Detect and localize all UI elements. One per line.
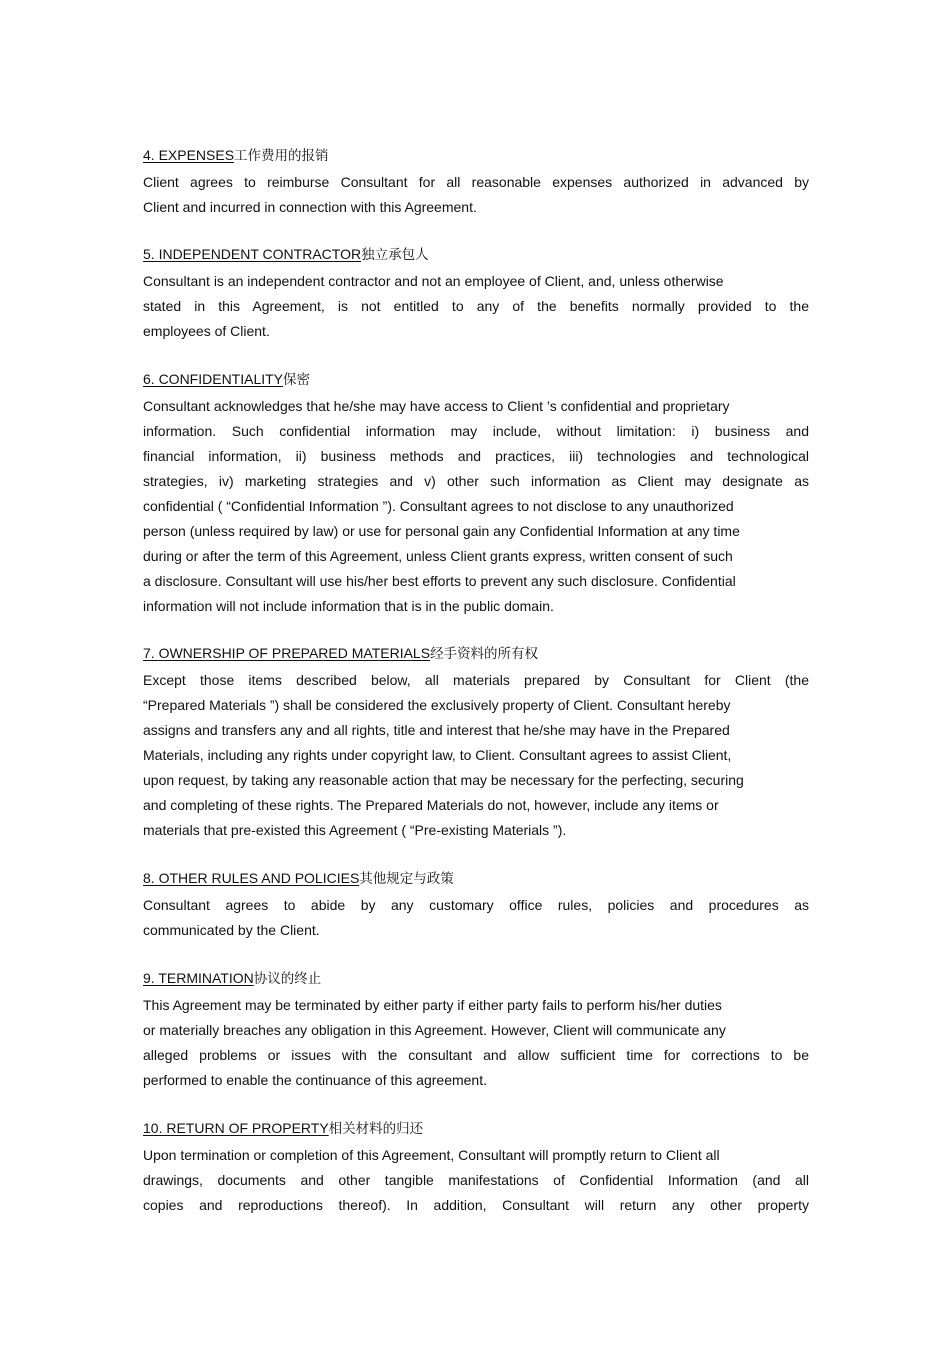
paragraph-line: communicated by the Client. xyxy=(143,922,320,938)
heading-chinese: 独立承包人 xyxy=(361,247,429,263)
section-heading xyxy=(143,369,809,389)
paragraph-line: Client agrees to reimburse Consultant for all reasonable expenses authorized in advanced by xyxy=(143,174,809,190)
section-heading xyxy=(143,868,809,888)
heading-english: 6. CONFIDENTIALITY xyxy=(143,371,284,387)
section-heading xyxy=(143,244,809,264)
heading-chinese: 保密 xyxy=(283,372,311,388)
heading-english: 4. EXPENSES xyxy=(143,147,235,163)
paragraph-line: Materials, including any rights under copyright law, to Client. Consultant agrees to assist Client, xyxy=(143,747,732,763)
section-expenses xyxy=(143,145,809,220)
paragraph-line: strategies, iv) marketing strategies and v) other such information as Client may designate as xyxy=(143,473,809,489)
paragraph-line: person (unless required by law) or use for personal gain any Confidential Information at any time xyxy=(143,523,740,539)
section-other-rules-policies xyxy=(143,868,809,943)
section-ownership-prepared-materials xyxy=(143,643,809,843)
heading-english: 9. TERMINATION xyxy=(143,970,254,986)
section-termination xyxy=(143,968,809,1093)
heading-english: 5. INDEPENDENT CONTRACTOR xyxy=(143,246,362,262)
paragraph-line: materials that pre-existed this Agreement ( “Pre-existing Materials ”). xyxy=(143,822,567,838)
section-paragraph xyxy=(143,893,809,943)
section-heading xyxy=(143,1118,809,1138)
section-paragraph xyxy=(143,170,809,220)
heading-chinese: 工作费用的报销 xyxy=(234,148,329,164)
section-heading xyxy=(143,145,809,165)
section-independent-contractor xyxy=(143,244,809,344)
paragraph-line: Client and incurred in connection with this Agreement. xyxy=(143,199,477,215)
paragraph-line: Consultant acknowledges that he/she may have access to Client ’s confidential and proprietary xyxy=(143,398,730,414)
paragraph-line: Consultant is an independent contractor and not an employee of Client, and, unless otherwise xyxy=(143,273,724,289)
paragraph-line: copies and reproductions thereof). In addition, Consultant will return any other property xyxy=(143,1197,809,1213)
paragraph-line: This Agreement may be terminated by either party if either party fails to perform his/her duties xyxy=(143,997,722,1013)
paragraph-line: alleged problems or issues with the consultant and allow sufficient time for corrections to be xyxy=(143,1047,809,1063)
paragraph-line: stated in this Agreement, is not entitled to any of the benefits normally provided to the xyxy=(143,298,809,314)
heading-chinese: 其他规定与政策 xyxy=(359,871,454,887)
paragraph-line: upon request, by taking any reasonable action that may be necessary for the perfecting, securing xyxy=(143,772,744,788)
section-heading xyxy=(143,968,809,988)
heading-chinese: 协议的终止 xyxy=(253,971,322,987)
paragraph-line: information. Such confidential information may include, without limitation: i) business and xyxy=(143,423,809,439)
heading-english: 8. OTHER RULES AND POLICIES xyxy=(143,870,360,886)
paragraph-line: “Prepared Materials ”) shall be considered the exclusively property of Client. Consultant hereby xyxy=(143,697,731,713)
paragraph-line: employees of Client. xyxy=(143,323,270,339)
paragraph-line: or materially breaches any obligation in this Agreement. However, Client will communicate any xyxy=(143,1022,726,1038)
section-paragraph xyxy=(143,269,809,344)
paragraph-line: Consultant agrees to abide by any customary office rules, policies and procedures as xyxy=(143,897,809,913)
paragraph-line: financial information, ii) business methods and practices, iii) technologies and technological xyxy=(143,448,809,464)
heading-english: 10. RETURN OF PROPERTY xyxy=(143,1120,329,1136)
paragraph-line: Upon termination or completion of this Agreement, Consultant will promptly return to Client all xyxy=(143,1147,720,1163)
paragraph-line: assigns and transfers any and all rights, title and interest that he/she may have in the Prepared xyxy=(143,722,730,738)
paragraph-line: Except those items described below, all materials prepared by Consultant for Client (the xyxy=(143,672,809,688)
heading-chinese: 经手资料的所有权 xyxy=(430,646,539,662)
paragraph-line: a disclosure. Consultant will use his/her best efforts to prevent any such disclosure. Confidential xyxy=(143,573,736,589)
section-paragraph xyxy=(143,394,809,619)
paragraph-line: drawings, documents and other tangible manifestations of Confidential Information (and all xyxy=(143,1172,809,1188)
section-paragraph xyxy=(143,993,809,1093)
paragraph-line: during or after the term of this Agreement, unless Client grants express, written consent of such xyxy=(143,548,733,564)
paragraph-line: confidential ( “Confidential Information ”). Consultant agrees to not disclose to any unauthorized xyxy=(143,498,734,514)
paragraph-line: and completing of these rights. The Prepared Materials do not, however, include any items or xyxy=(143,797,719,813)
heading-english: 7. OWNERSHIP OF PREPARED MATERIALS xyxy=(143,645,431,661)
section-paragraph xyxy=(143,1143,809,1218)
paragraph-line: information will not include information that is in the public domain. xyxy=(143,598,554,614)
section-return-of-property xyxy=(143,1118,809,1218)
section-paragraph xyxy=(143,668,809,843)
paragraph-line: performed to enable the continuance of this agreement. xyxy=(143,1072,487,1088)
section-heading xyxy=(143,643,809,663)
section-confidentiality xyxy=(143,369,809,619)
heading-chinese: 相关材料的归还 xyxy=(328,1121,424,1137)
